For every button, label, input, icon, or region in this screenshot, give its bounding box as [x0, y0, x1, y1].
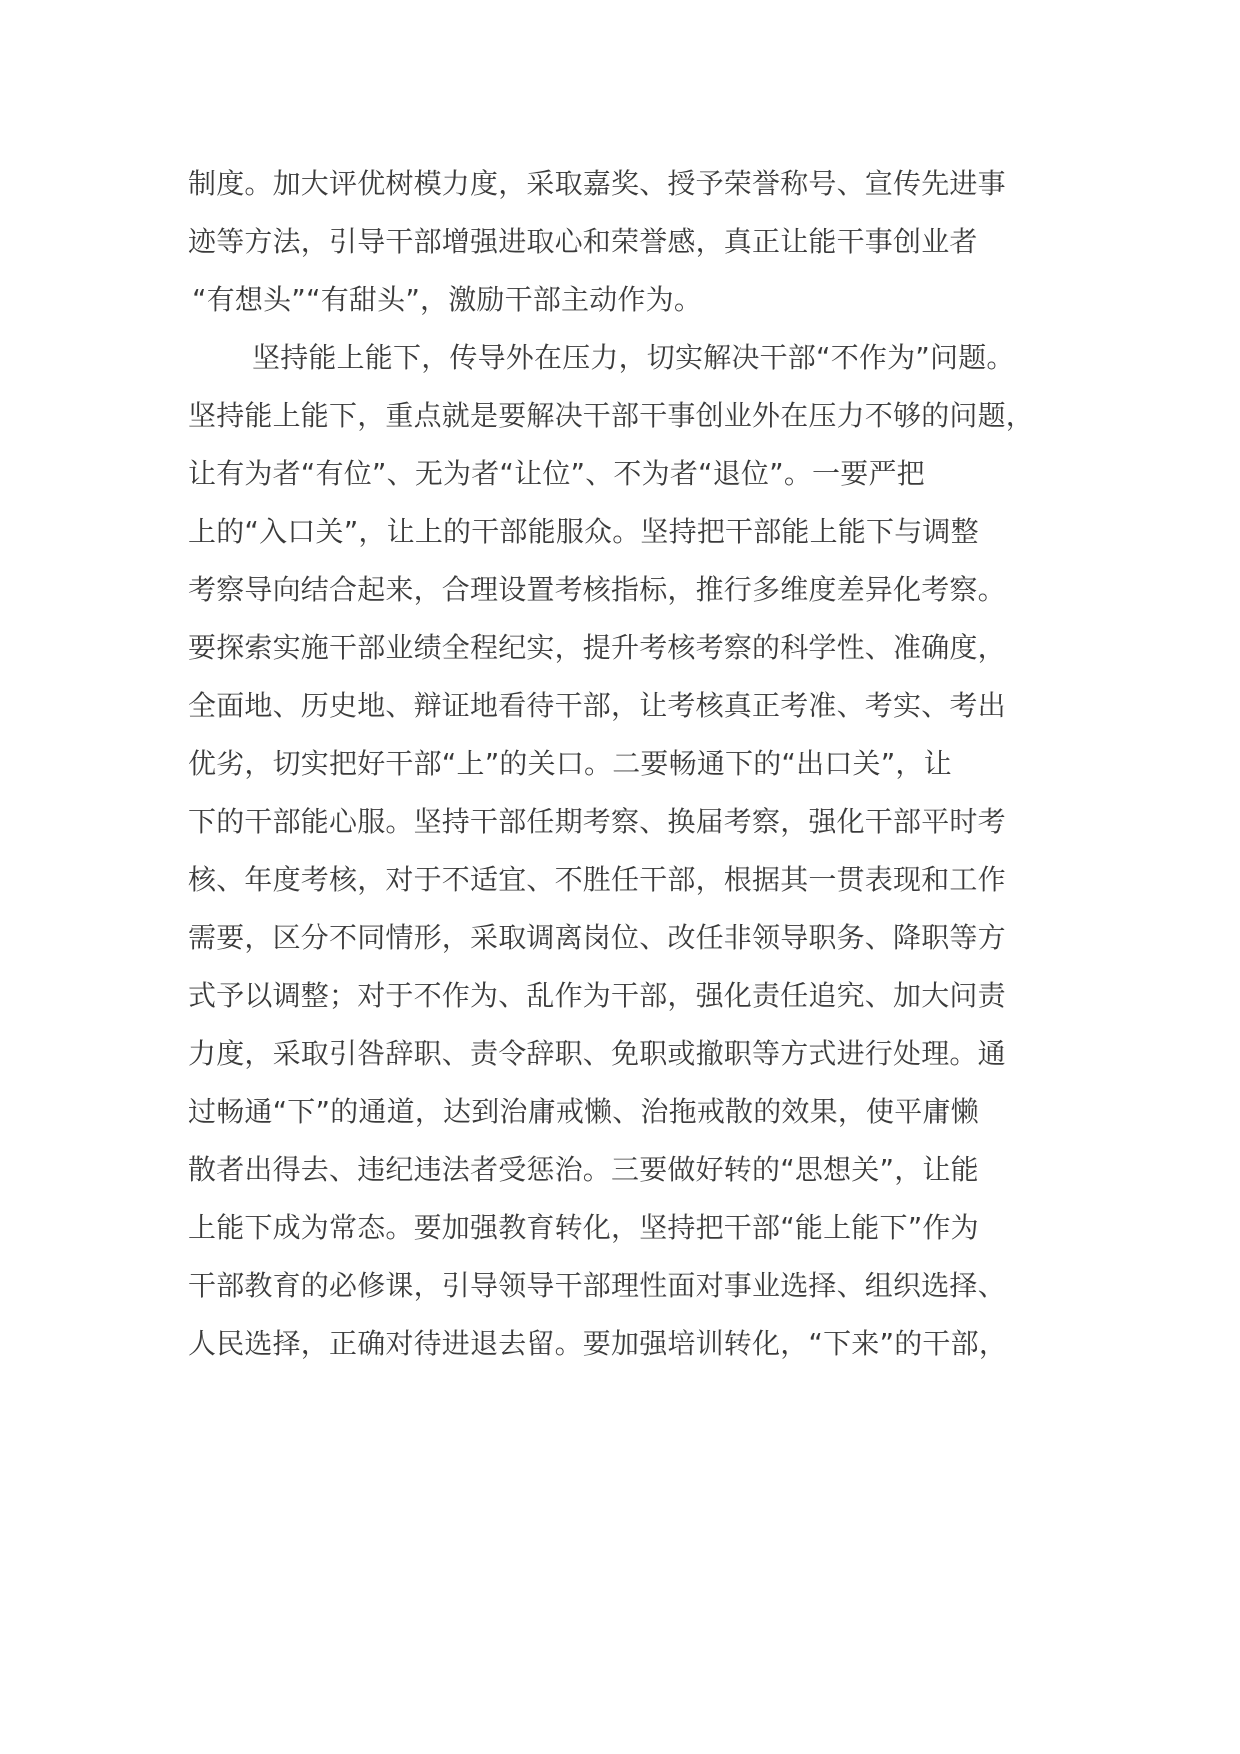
- text-line: 全面地、历史地、辩证地看待干部，让考核真正考准、考实、考出: [188, 689, 1006, 722]
- text-line: 上的“入口关”，让上的干部能服众。坚持把干部能上能下与调整: [188, 515, 979, 548]
- text-line: 考察导向结合起来，合理设置考核指标，推行多维度差异化考察。: [188, 573, 1006, 606]
- text-line: “有想头”“有甜头”，激励干部主动作为。: [192, 283, 703, 316]
- text-line: 要探索实施干部业绩全程纪实，提升考核考察的科学性、准确度，: [188, 631, 1006, 664]
- text-line: 干部教育的必修课，引导领导干部理性面对事业选择、组织选择、: [188, 1269, 1006, 1302]
- text-line: 优劣，切实把好干部“上”的关口。二要畅通下的“出口关”，让: [188, 747, 952, 780]
- text-line: 需要，区分不同情形，采取调离岗位、改任非领导职务、降职等方: [188, 921, 1006, 954]
- paragraph-heading: 坚持能上能下，传导外在压力，切实解决干部“不作为”问题。: [252, 341, 1015, 374]
- text-line: 过畅通“下”的通道，达到治庸戒懒、治拖戒散的效果，使平庸懒: [188, 1095, 979, 1128]
- text-line: 下的干部能心服。坚持干部任期考察、换届考察，强化干部平时考: [188, 805, 1006, 838]
- text-line: 制度。加大评优树模力度，采取嘉奖、授予荣誉称号、宣传先进事: [188, 167, 1006, 200]
- text-line: 散者出得去、违纪违法者受惩治。三要做好转的“思想关”，让能: [188, 1153, 979, 1186]
- text-line: 让有为者“有位”、无为者“让位”、不为者“退位”。一要严把: [188, 457, 925, 490]
- text-line: 坚持能上能下，重点就是要解决干部干事创业外在压力不够的问题，: [188, 399, 1035, 432]
- text-line: 人民选择，正确对待进退去留。要加强培训转化，“下来”的干部，: [188, 1327, 1008, 1360]
- text-line: 核、年度考核，对于不适宜、不胜任干部，根据其一贯表现和工作: [188, 863, 1006, 896]
- text-line: 式予以调整；对于不作为、乱作为干部，强化责任追究、加大问责: [188, 979, 1006, 1012]
- text-line: 迹等方法，引导干部增强进取心和荣誉感，真正让能干事创业者: [188, 225, 978, 258]
- text-line: 力度，采取引咎辞职、责令辞职、免职或撤职等方式进行处理。通: [188, 1037, 1006, 1070]
- text-line: 上能下成为常态。要加强教育转化，坚持把干部“能上能下”作为: [188, 1211, 979, 1244]
